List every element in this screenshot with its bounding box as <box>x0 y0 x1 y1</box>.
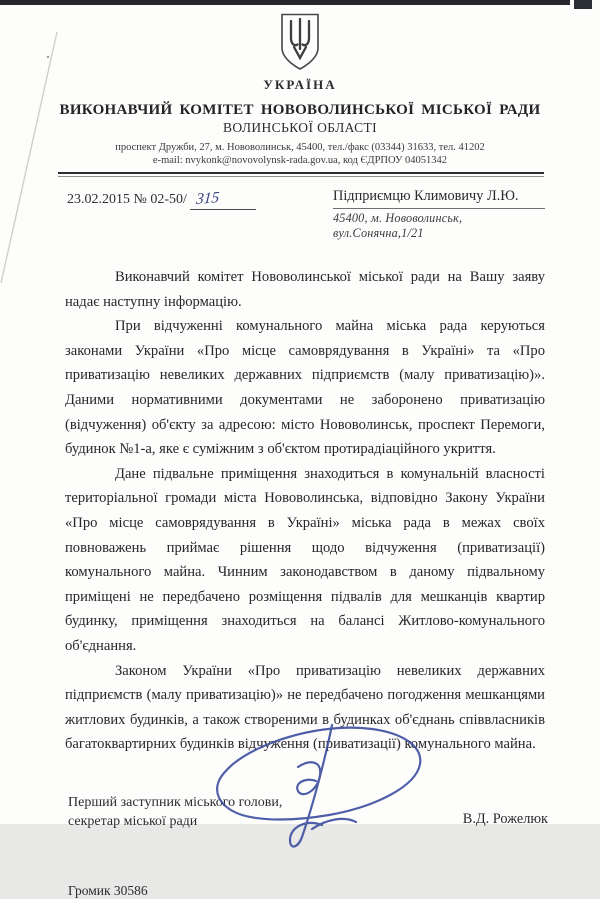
ukraine-trident-emblem-icon <box>278 13 322 71</box>
addressee-address: 45400, м. Нововолинськ, вул.Сонячна,1/21 <box>333 211 463 240</box>
paragraph-3: Дане підвальне приміщення знаходиться в комунальній власності територіальної громади міста Нововолинська, відповідно Закону України «Про місце самоврядування в Україні» міська рада в межах своїх повноважень приймає рішення щодо відчуження (приватизації) комунального майна. Чинним законодавством в даному підвальному приміщені не передбачено розміщення підвалів для мешканців квартир будинку, приміщення знаходиться на балансі Житлово-комунального об'єднання. <box>65 465 545 654</box>
paragraph-4: Законом України «Про приватизацію невеликих державних підприємств (малу приватизацію)» не передбачено погодження мешканцями житлових будинків, а також створеними в будинках об'єднань співвласників багатоквартирних будинків відчуження (приватизації) комунального майна. <box>65 662 545 753</box>
signature-block <box>0 791 600 863</box>
paragraph-2: При відчуженні комунального майна міська рада керуються законами України «Про місце самоврядування в Україні» та «Про приватизацію невеликих державних підприємств (малу приватизацію)». Даними нормативними документами не заборонено приватизацію (відчуження) об'єкту за адресою: місто Нововолинськ, проспект Перемоги, будинок №1-а, яке є суміжним з об'єктом протирадіаційного укриття. <box>65 318 545 458</box>
handwritten-number: 315 <box>195 188 220 209</box>
reference-date-number: 23.02.2015 № 02-50/ <box>67 192 187 207</box>
handwritten-number-line <box>190 190 256 210</box>
scan-corner-mark <box>574 0 592 9</box>
signer-title-line1: Перший заступник міського голови, <box>68 794 283 810</box>
signer-title <box>68 793 282 831</box>
letter-body <box>65 265 545 757</box>
reference-row <box>67 188 545 241</box>
letterhead-divider <box>58 172 544 177</box>
paragraph-1: Виконавчий комітет Нововолинської міської ради на Вашу заяву надає наступну інформацію. <box>65 269 545 310</box>
organization-region: ВОЛИНСЬКОЇ ОБЛАСТІ <box>222 120 378 135</box>
addressee-block <box>333 188 545 241</box>
organization-name: ВИКОНАВЧИЙ КОМІТЕТ НОВОВОЛИНСЬКОЇ МІСЬКОЇ РАДИ <box>59 102 541 118</box>
country-title: УКРАЇНА <box>263 77 337 92</box>
addressee-name: Підприємцю Климовичу Л.Ю. <box>333 188 545 209</box>
signer-name: В.Д. Рожелюк <box>462 810 548 827</box>
scan-edge-bar <box>0 0 570 5</box>
letterhead <box>0 0 600 177</box>
outgoing-reference <box>67 188 256 241</box>
signer-title-line2: секретар міської ради <box>68 813 198 829</box>
letterhead-email: e-mail: nvykonk@novovolynsk-rada.gov.ua, код ЄДРПОУ 04051342 <box>152 154 448 166</box>
letterhead-address: проспект Дружби, 27, м. Нововолинськ, 45400, тел./факс (03344) 31633, тел. 41202 <box>115 142 485 153</box>
executor-note: Громик 30586 <box>68 882 148 898</box>
